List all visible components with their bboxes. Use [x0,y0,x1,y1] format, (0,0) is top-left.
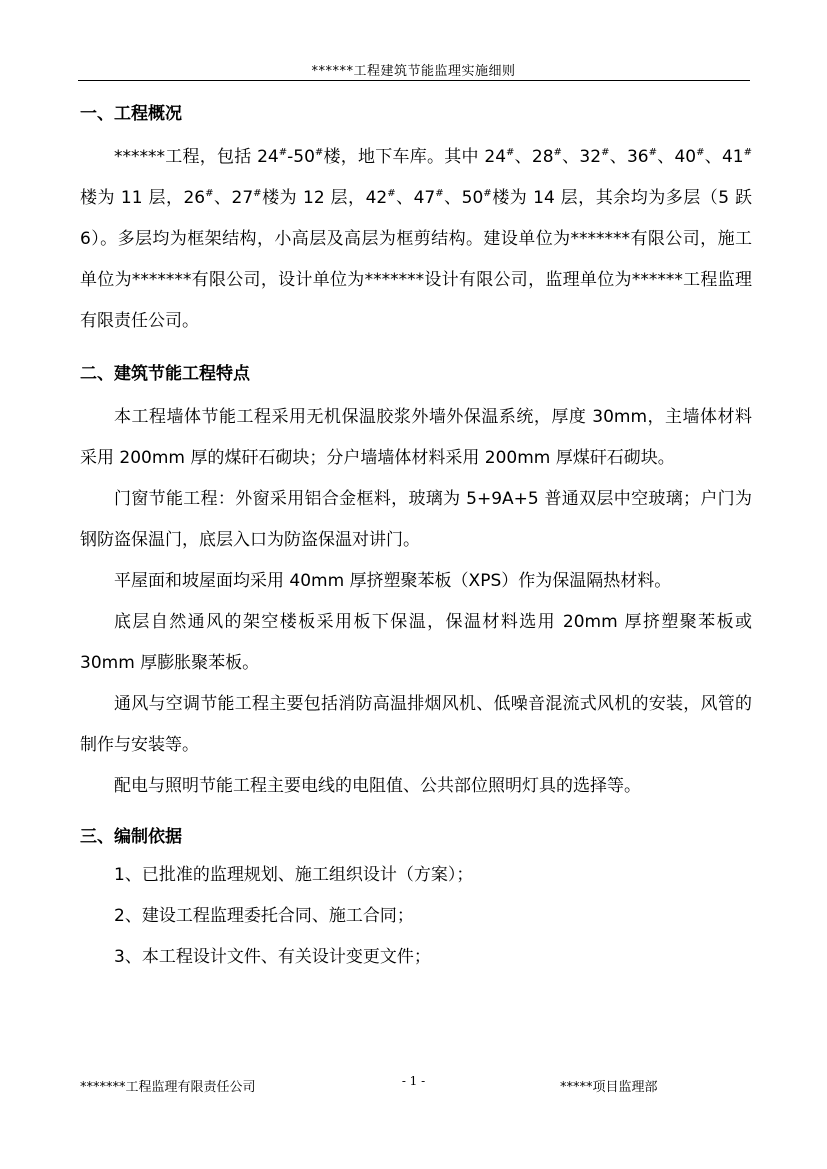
section-heading-basis: 三、编制依据 [80,827,182,847]
section-heading-features: 二、建筑节能工程特点 [80,364,250,384]
features-paragraph-lighting: 配电与照明节能工程主要电线的电阻值、公共部位照明灯具的选择等。 [114,776,641,796]
footer-department: *****项目监理部 [560,1080,658,1095]
features-paragraph-wall: 本工程墙体节能工程采用无机保温胶浆外墙外保温系统，厚度 30mm，主墙体材料采用 200mm 厚的煤矸石砌块；分户墙墙体材料采用 200mm 厚煤矸石砌块。 [80,407,752,468]
features-paragraph-floor: 底层自然通风的架空楼板采用板下保温，保温材料选用 20mm 厚挤塑聚苯板或 30mm 厚膨胀聚苯板。 [80,612,752,673]
header-rule [78,80,750,81]
page-number: - 1 - [401,1074,426,1088]
overview-paragraph: ******工程，包括 24#-50#楼，地下车库。其中 24#、28#、32#、36#、40#、41#楼为 11 层，26#、27#楼为 12 层，42#、47#、50#楼为 14 层，其余均为多层（5 跃 6）。多层均为框架结构，小高层及高层为框剪结构。建设单位为*******有限公司，施工单位为*******有限公司，设计单位为*******设计有限公司，监理单位为******工程监理有限责任公司。 [80,147,752,331]
header-title: ******工程建筑节能监理实施细则 [311,64,516,79]
features-paragraph-roof: 平屋面和坡屋面均采用 40mm 厚挤塑聚苯板（XPS）作为保温隔热材料。 [114,571,672,591]
footer-company: *******工程监理有限责任公司 [80,1080,256,1095]
features-paragraph-windows: 门窗节能工程：外窗采用铝合金框料，玻璃为 5+9A+5 普通双层中空玻璃；户门为钢防盗保温门，底层入口为防盗保温对讲门。 [80,489,752,550]
basis-item: 3、本工程设计文件、有关设计变更文件； [114,947,431,967]
section-heading-overview: 一、工程概况 [80,104,182,124]
document-body [80,100,752,978]
features-paragraph-ventilation: 通风与空调节能工程主要包括消防高温排烟风机、低噪音混流式风机的安装，风管的制作与安装等。 [80,694,752,755]
basis-item: 1、已批准的监理规划、施工组织设计（方案）； [114,865,474,885]
basis-item: 2、建设工程监理委托合同、施工合同； [114,906,414,926]
